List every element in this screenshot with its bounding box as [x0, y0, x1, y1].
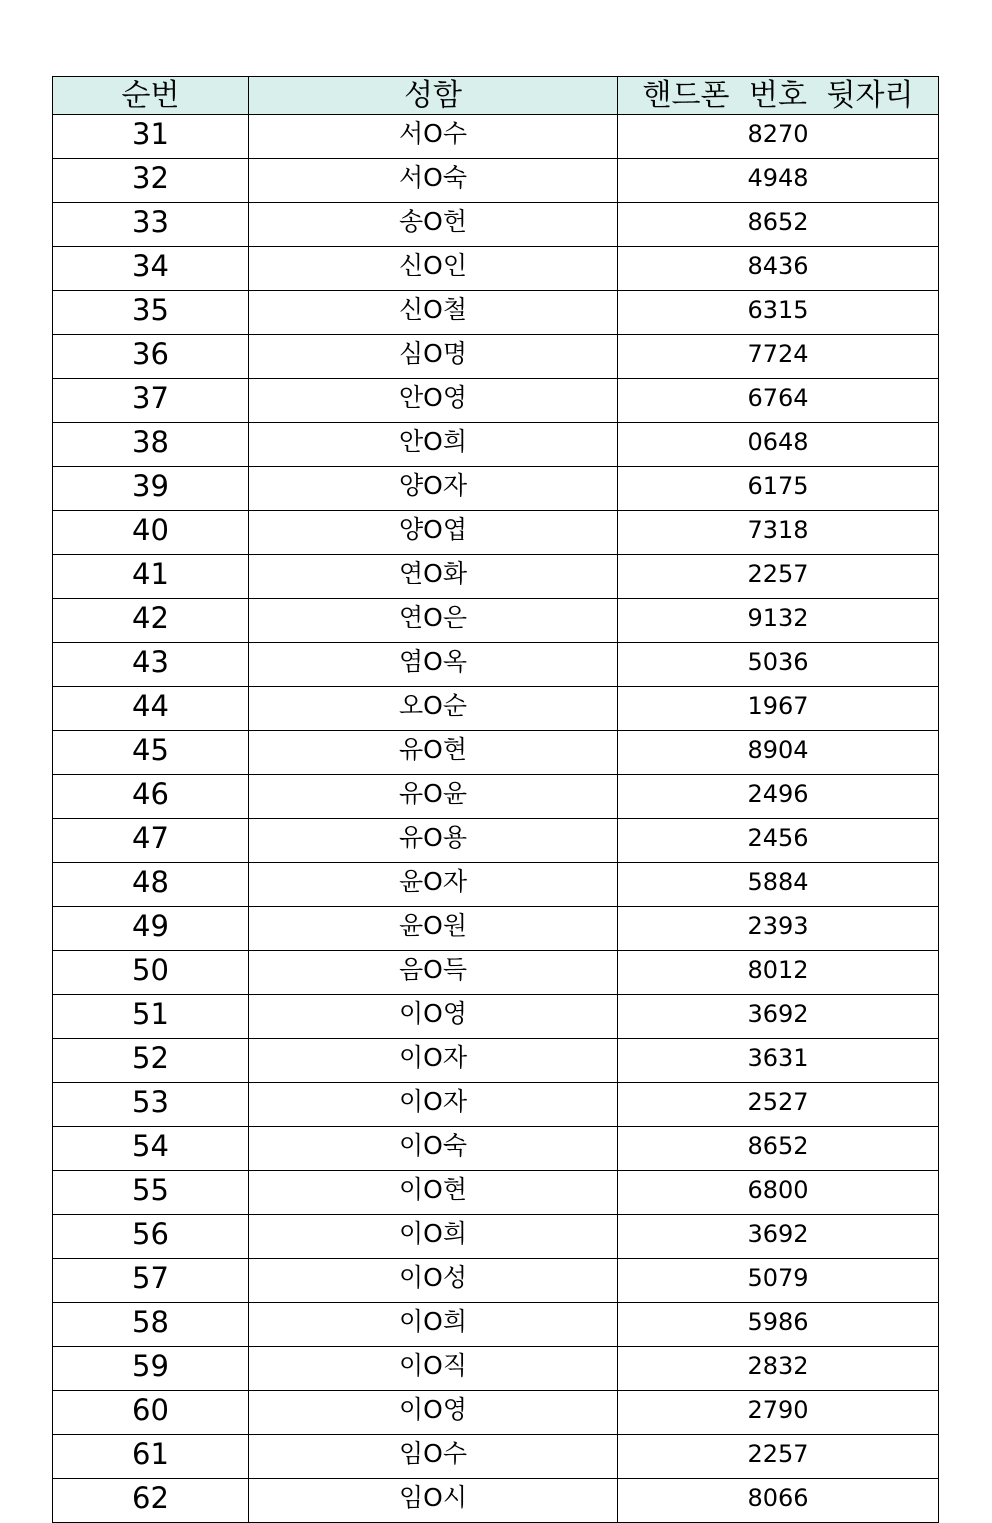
cell-number: 41 — [53, 555, 249, 599]
table-row — [53, 1347, 939, 1391]
cell-phone-last-digits: 2496 — [618, 775, 939, 819]
table-row — [53, 159, 939, 203]
cell-name: 음O득 — [249, 951, 618, 995]
cell-number: 57 — [53, 1259, 249, 1303]
cell-number: 54 — [53, 1127, 249, 1171]
table-row — [53, 1039, 939, 1083]
cell-name: 유O윤 — [249, 775, 618, 819]
cell-phone-last-digits: 8270 — [618, 115, 939, 159]
cell-number: 51 — [53, 995, 249, 1039]
cell-phone-last-digits: 9132 — [618, 599, 939, 643]
cell-number: 32 — [53, 159, 249, 203]
cell-number: 62 — [53, 1479, 249, 1523]
cell-name: 임O수 — [249, 1435, 618, 1479]
cell-name: 안O영 — [249, 379, 618, 423]
cell-number: 53 — [53, 1083, 249, 1127]
cell-phone-last-digits: 7724 — [618, 335, 939, 379]
cell-phone-last-digits: 2393 — [618, 907, 939, 951]
table-row — [53, 951, 939, 995]
cell-phone-last-digits: 5079 — [618, 1259, 939, 1303]
table-row — [53, 291, 939, 335]
cell-phone-last-digits: 4948 — [618, 159, 939, 203]
table-row — [53, 423, 939, 467]
cell-number: 50 — [53, 951, 249, 995]
cell-name: 안O희 — [249, 423, 618, 467]
cell-number: 49 — [53, 907, 249, 951]
cell-name: 양O자 — [249, 467, 618, 511]
cell-number: 52 — [53, 1039, 249, 1083]
cell-phone-last-digits: 2257 — [618, 1435, 939, 1479]
table-row — [53, 379, 939, 423]
cell-phone-last-digits: 2832 — [618, 1347, 939, 1391]
cell-phone-last-digits: 0648 — [618, 423, 939, 467]
table-row — [53, 819, 939, 863]
header-phone-last-digits: 핸드폰 번호 뒷자리 — [618, 77, 939, 115]
cell-name: 양O엽 — [249, 511, 618, 555]
cell-phone-last-digits: 8904 — [618, 731, 939, 775]
table-row — [53, 247, 939, 291]
cell-name: 신O인 — [249, 247, 618, 291]
cell-name: 서O수 — [249, 115, 618, 159]
header-number: 순번 — [53, 77, 249, 115]
table-header — [53, 77, 939, 115]
table-row — [53, 1391, 939, 1435]
cell-number: 39 — [53, 467, 249, 511]
cell-number: 37 — [53, 379, 249, 423]
table-row — [53, 907, 939, 951]
cell-phone-last-digits: 5884 — [618, 863, 939, 907]
table-row — [53, 511, 939, 555]
cell-phone-last-digits: 8652 — [618, 1127, 939, 1171]
cell-phone-last-digits: 2257 — [618, 555, 939, 599]
cell-number: 35 — [53, 291, 249, 335]
cell-name: 이O직 — [249, 1347, 618, 1391]
cell-phone-last-digits: 3692 — [618, 1215, 939, 1259]
cell-name: 연O은 — [249, 599, 618, 643]
cell-name: 이O숙 — [249, 1127, 618, 1171]
cell-phone-last-digits: 5036 — [618, 643, 939, 687]
cell-number: 56 — [53, 1215, 249, 1259]
cell-phone-last-digits: 8652 — [618, 203, 939, 247]
cell-phone-last-digits: 8066 — [618, 1479, 939, 1523]
table-row — [53, 203, 939, 247]
cell-name: 이O희 — [249, 1303, 618, 1347]
cell-number: 46 — [53, 775, 249, 819]
cell-name: 유O용 — [249, 819, 618, 863]
table-row — [53, 1083, 939, 1127]
cell-phone-last-digits: 3631 — [618, 1039, 939, 1083]
cell-number: 36 — [53, 335, 249, 379]
cell-phone-last-digits: 2527 — [618, 1083, 939, 1127]
cell-phone-last-digits: 6800 — [618, 1171, 939, 1215]
cell-number: 59 — [53, 1347, 249, 1391]
cell-phone-last-digits: 3692 — [618, 995, 939, 1039]
cell-name: 염O옥 — [249, 643, 618, 687]
table-body — [53, 115, 939, 1523]
table-row — [53, 643, 939, 687]
table-row — [53, 775, 939, 819]
cell-name: 서O숙 — [249, 159, 618, 203]
cell-number: 42 — [53, 599, 249, 643]
table-row — [53, 555, 939, 599]
cell-number: 58 — [53, 1303, 249, 1347]
table-row — [53, 1479, 939, 1523]
cell-name: 임O시 — [249, 1479, 618, 1523]
cell-name: 윤O원 — [249, 907, 618, 951]
table-row — [53, 1259, 939, 1303]
cell-number: 33 — [53, 203, 249, 247]
table-row — [53, 731, 939, 775]
cell-phone-last-digits: 8012 — [618, 951, 939, 995]
cell-name: 신O철 — [249, 291, 618, 335]
table-row — [53, 1303, 939, 1347]
cell-number: 34 — [53, 247, 249, 291]
cell-number: 61 — [53, 1435, 249, 1479]
cell-name: 오O순 — [249, 687, 618, 731]
cell-number: 47 — [53, 819, 249, 863]
table-row — [53, 687, 939, 731]
table-row — [53, 599, 939, 643]
cell-name: 이O성 — [249, 1259, 618, 1303]
cell-number: 60 — [53, 1391, 249, 1435]
table-row — [53, 115, 939, 159]
header-row — [53, 77, 939, 115]
cell-number: 43 — [53, 643, 249, 687]
cell-phone-last-digits: 2456 — [618, 819, 939, 863]
cell-name: 이O영 — [249, 995, 618, 1039]
cell-name: 이O영 — [249, 1391, 618, 1435]
header-name: 성함 — [249, 77, 618, 115]
cell-number: 48 — [53, 863, 249, 907]
cell-number: 44 — [53, 687, 249, 731]
cell-number: 31 — [53, 115, 249, 159]
cell-number: 38 — [53, 423, 249, 467]
cell-name: 윤O자 — [249, 863, 618, 907]
table-row — [53, 995, 939, 1039]
cell-number: 45 — [53, 731, 249, 775]
table-row — [53, 863, 939, 907]
cell-number: 55 — [53, 1171, 249, 1215]
cell-name: 이O자 — [249, 1039, 618, 1083]
cell-name: 이O희 — [249, 1215, 618, 1259]
cell-phone-last-digits: 8436 — [618, 247, 939, 291]
cell-phone-last-digits: 6175 — [618, 467, 939, 511]
cell-phone-last-digits: 2790 — [618, 1391, 939, 1435]
cell-name: 송O헌 — [249, 203, 618, 247]
roster-table — [52, 76, 939, 1523]
cell-name: 심O명 — [249, 335, 618, 379]
cell-phone-last-digits: 1967 — [618, 687, 939, 731]
cell-number: 40 — [53, 511, 249, 555]
table-row — [53, 1127, 939, 1171]
cell-phone-last-digits: 6764 — [618, 379, 939, 423]
table-row — [53, 1171, 939, 1215]
table-row — [53, 335, 939, 379]
cell-phone-last-digits: 7318 — [618, 511, 939, 555]
cell-phone-last-digits: 5986 — [618, 1303, 939, 1347]
table-row — [53, 467, 939, 511]
cell-name: 이O자 — [249, 1083, 618, 1127]
table-row — [53, 1435, 939, 1479]
cell-name: 연O화 — [249, 555, 618, 599]
cell-name: 이O현 — [249, 1171, 618, 1215]
table-row — [53, 1215, 939, 1259]
cell-phone-last-digits: 6315 — [618, 291, 939, 335]
cell-name: 유O현 — [249, 731, 618, 775]
